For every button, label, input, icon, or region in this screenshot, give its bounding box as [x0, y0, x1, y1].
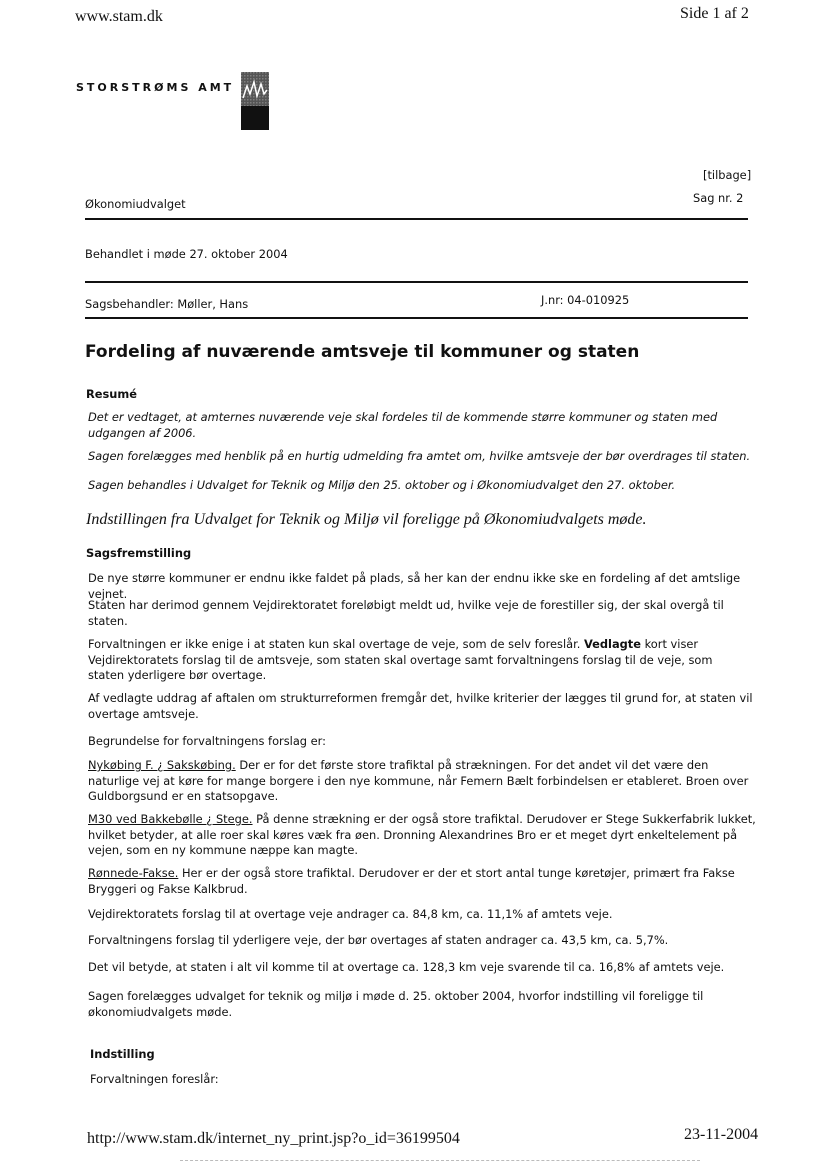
resume-paragraph: Sagen behandles i Udvalget for Teknik og Miljø den 25. oktober og i Økonomiudvalget den 27. oktober. — [88, 478, 676, 492]
committee-name: Økonomiudvalget — [85, 197, 186, 211]
case-number: Sag nr. 2 — [693, 191, 744, 205]
route-label: Nykøbing F. ¿ Sakskøbing. — [88, 758, 236, 772]
print-header-page-counter: Side 1 af 2 — [680, 5, 749, 22]
body-paragraph: Forvaltningens forslag til yderligere veje, der bør overtages af staten andrager ca. 43,5 km, ca. 5,7%. — [88, 933, 669, 947]
back-link[interactable]: [tilbage] — [703, 168, 752, 182]
body-paragraph: Forvaltningen er ikke enige i at staten kun skal overtage de veje, som de selv foreslår. Vedlagte kort viser Vejdirektoratets forslag til de amtsveje, som staten skal overtage samt forvaltningens forslag til de veje, som staten yderligere bør overtage. — [88, 637, 713, 682]
divider — [85, 218, 748, 220]
page-title: Fordeling af nuværende amtsveje til kommuner og staten — [85, 342, 640, 362]
body-paragraph: Sagen forelægges udvalget for teknik og miljø i møde d. 25. oktober 2004, hvorfor indstilling vil foreligge til økonomiudvalgets møde. — [88, 989, 704, 1019]
amt-crest-icon — [241, 72, 269, 130]
body-paragraph: Vejdirektoratets forslag til at overtage veje andrager ca. 84,8 km, ca. 11,1% af amtets veje. — [88, 907, 613, 921]
route-paragraph: Nykøbing F. ¿ Sakskøbing. Der er for det første store trafiktal på strækningen. For det andet vil det være den naturlige vej at køre for mange borgere i den nye kommune, når Femern Bælt forbindelsen er etableret. Broen over Guldborgsund er en statsopgave. — [88, 758, 749, 803]
body-paragraph: Staten har derimod gennem Vejdirektoratet foreløbigt meldt ud, hvilke veje de forestiller sig, der skal overgå til staten. — [88, 598, 724, 628]
body-paragraph: De nye større kommuner er endnu ikke faldet på plads, så her kan der endnu ikke ske en fordeling af det amtslige vejnet. — [88, 571, 741, 601]
handwritten-recommendation-note: Indstillingen fra Udvalget for Teknik og Miljø vil foreligge på Økonomiudvalgets møde. — [86, 511, 647, 528]
body-paragraph: Forvaltningen foreslår: — [90, 1072, 219, 1086]
scan-edge-line — [180, 1160, 700, 1161]
attachment-reference: Vedlagte — [583, 637, 641, 651]
body-paragraph: Begrundelse for forvaltningens forslag er: — [88, 734, 326, 748]
resume-paragraph: Det er vedtaget, at amternes nuværende veje skal fordeles til de kommende større kommuner og staten med udgangen af 2006. — [88, 410, 718, 440]
case-officer: Sagsbehandler: Møller, Hans — [85, 297, 249, 311]
body-paragraph: Det vil betyde, at staten i alt vil komme til at overtage ca. 128,3 km veje svarende til ca. 16,8% af amtets veje. — [88, 960, 725, 974]
sagsfremstilling-heading: Sagsfremstilling — [86, 546, 192, 560]
route-paragraph: Rønnede-Fakse. Her er der også store trafiktal. Derudover er der et stort antal tunge køretøjer, primært fra Fakse Bryggeri og Fakse Kalkbrud. — [88, 866, 735, 896]
resume-heading: Resumé — [86, 387, 137, 401]
print-header-site: www.stam.dk — [75, 8, 163, 25]
divider — [85, 317, 748, 319]
route-paragraph: M30 ved Bakkebølle ¿ Stege. På denne strækning er der også store trafiktal. Derudover er Stege Sukkerfabrik lukket, hvilket betyder, at alle roer skal køres væk fra øen. Dronning Alexandrines Bro er et meget dyrt enkeltelement på vejen, som en ny kommune næppe kan magte. — [88, 812, 756, 857]
print-footer-date: 23-11-2004 — [684, 1126, 759, 1143]
indstilling-heading: Indstilling — [90, 1047, 155, 1061]
route-label: M30 ved Bakkebølle ¿ Stege. — [88, 812, 253, 826]
journal-number: J.nr: 04-010925 — [541, 293, 630, 307]
print-footer-url[interactable]: http://www.stam.dk/internet_ny_print.jsp?o_id=36199504 — [87, 1130, 460, 1147]
logo-text: STORSTRØMS AMT — [76, 81, 235, 94]
resume-paragraph: Sagen forelægges med henblik på en hurtig udmelding fra amtet om, hvilke amtsveje der bør overdrages til staten. — [88, 449, 751, 463]
body-paragraph: Af vedlagte uddrag af aftalen om strukturreformen fremgår det, hvilke kriterier der lægges til grund for, at staten vil overtage amtsveje. — [88, 691, 753, 721]
divider — [85, 281, 748, 283]
route-label: Rønnede-Fakse. — [88, 866, 179, 880]
meeting-date: Behandlet i møde 27. oktober 2004 — [85, 247, 288, 261]
